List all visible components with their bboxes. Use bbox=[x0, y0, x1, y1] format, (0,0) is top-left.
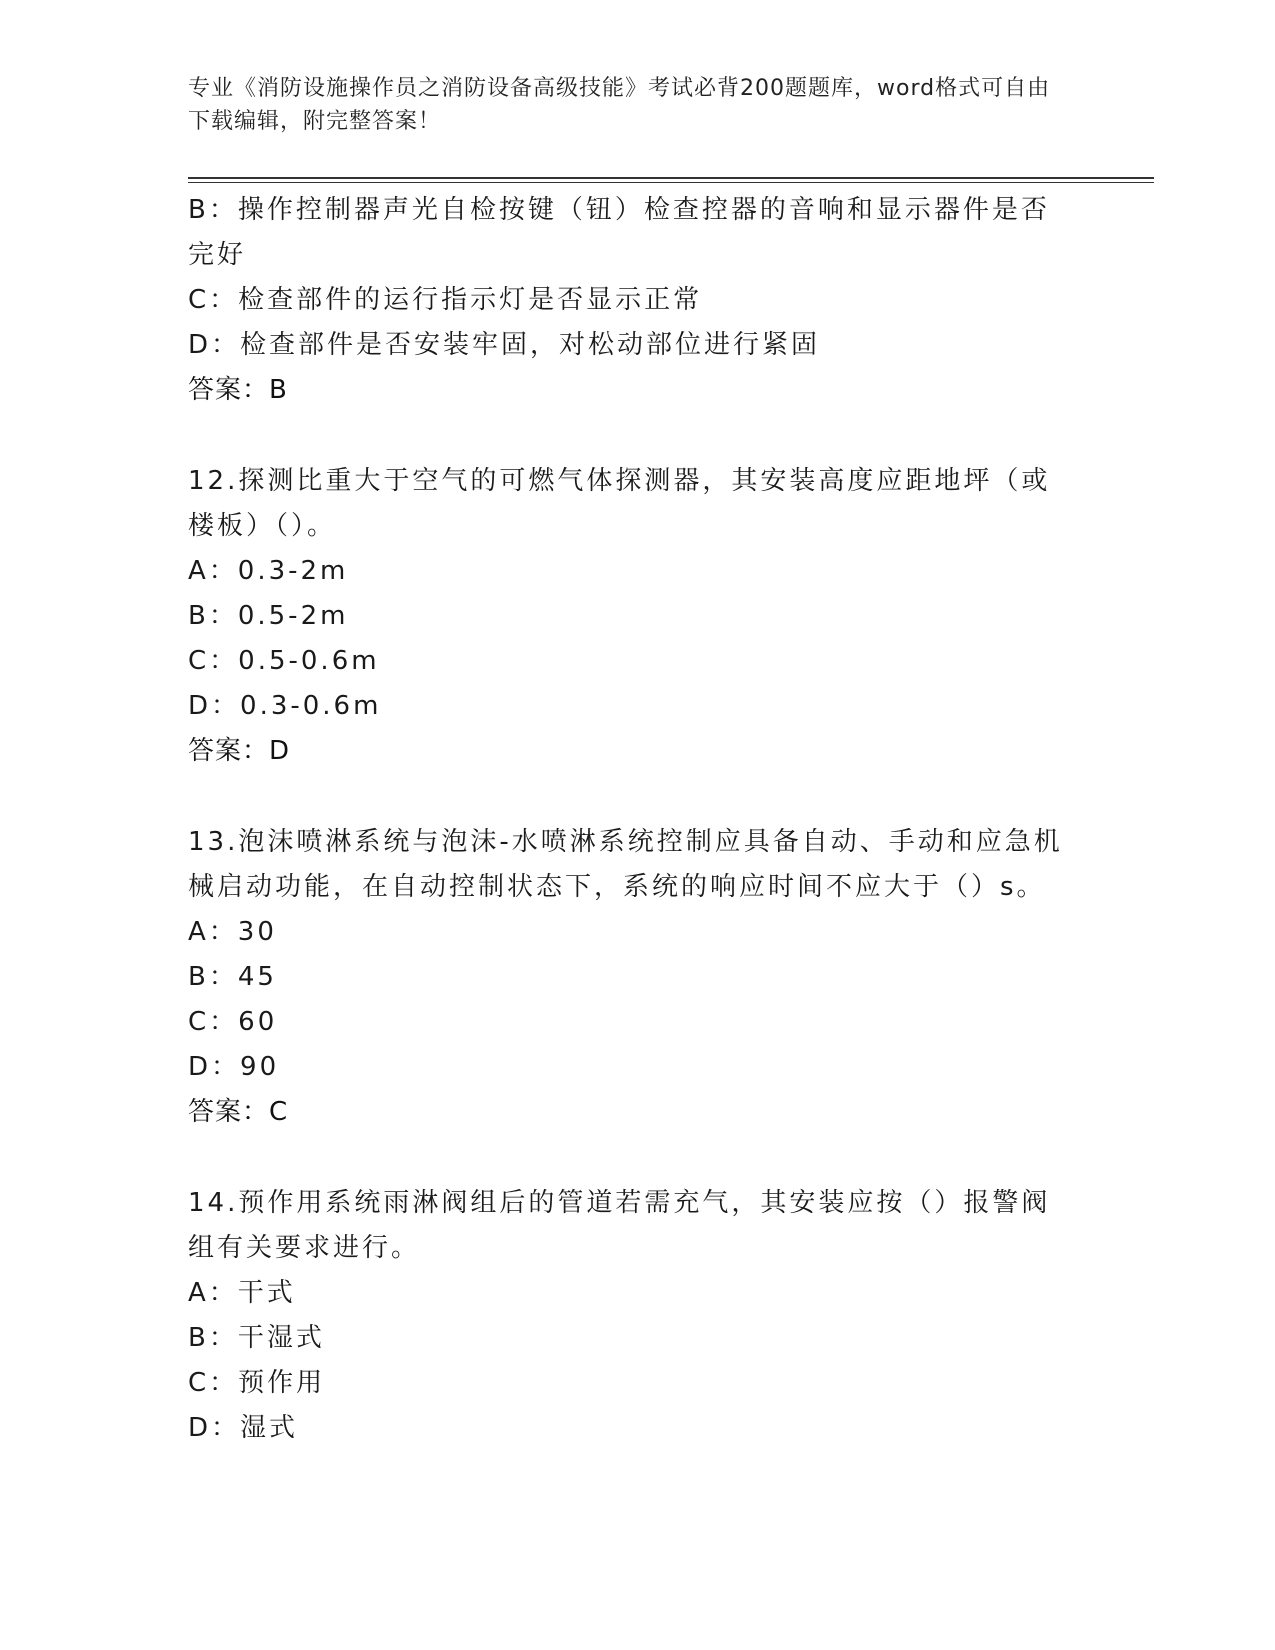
option-c: C：60 bbox=[188, 1007, 278, 1037]
question-stem: 12.探测比重大于空气的可燃气体探测器，其安装高度应距地坪（或楼板）（）。 bbox=[188, 466, 1051, 541]
document-header: 专业《消防设施操作员之消防设备高级技能》考试必背200题题库，word格式可自由下载编辑，附完整答案！ bbox=[188, 76, 1051, 134]
document-body bbox=[188, 188, 1078, 1451]
question-stem: 13.泡沫喷淋系统与泡沫-水喷淋系统控制应具备自动、手动和应急机械启动功能，在自动控制状态下，系统的响应时间不应大于（）s。 bbox=[188, 827, 1063, 902]
option-b: B：操作控制器声光自检按键（钮）检查控器的音响和显示器件是否完好 bbox=[188, 195, 1050, 270]
option-a: A：30 bbox=[188, 917, 277, 947]
question-13 bbox=[188, 820, 1078, 1135]
spacer bbox=[188, 1135, 1078, 1181]
spacer bbox=[188, 774, 1078, 820]
header-divider-thick bbox=[188, 177, 1154, 179]
answer: 答案：C bbox=[188, 1097, 289, 1127]
option-c: C：预作用 bbox=[188, 1368, 326, 1398]
answer: 答案：D bbox=[188, 736, 291, 766]
option-b: B：45 bbox=[188, 962, 277, 992]
option-d: D：0.3-0.6m bbox=[188, 691, 382, 721]
option-b: B：0.5-2m bbox=[188, 601, 349, 631]
spacer bbox=[188, 413, 1078, 459]
option-a: A：干式 bbox=[188, 1278, 296, 1308]
header-divider-thin bbox=[188, 182, 1154, 183]
option-d: D：90 bbox=[188, 1052, 280, 1082]
option-b: B：干湿式 bbox=[188, 1323, 325, 1353]
question-14 bbox=[188, 1181, 1078, 1451]
question-12 bbox=[188, 459, 1078, 774]
answer: 答案：B bbox=[188, 375, 288, 405]
option-d: D：检查部件是否安装牢固，对松动部位进行紧固 bbox=[188, 330, 821, 360]
question-11-continuation bbox=[188, 188, 1078, 413]
option-a: A：0.3-2m bbox=[188, 556, 349, 586]
option-c: C：0.5-0.6m bbox=[188, 646, 380, 676]
option-d: D：湿式 bbox=[188, 1413, 299, 1443]
option-c: C：检查部件的运行指示灯是否显示正常 bbox=[188, 285, 703, 315]
question-stem: 14.预作用系统雨淋阀组后的管道若需充气，其安装应按（）报警阀组有关要求进行。 bbox=[188, 1188, 1051, 1263]
